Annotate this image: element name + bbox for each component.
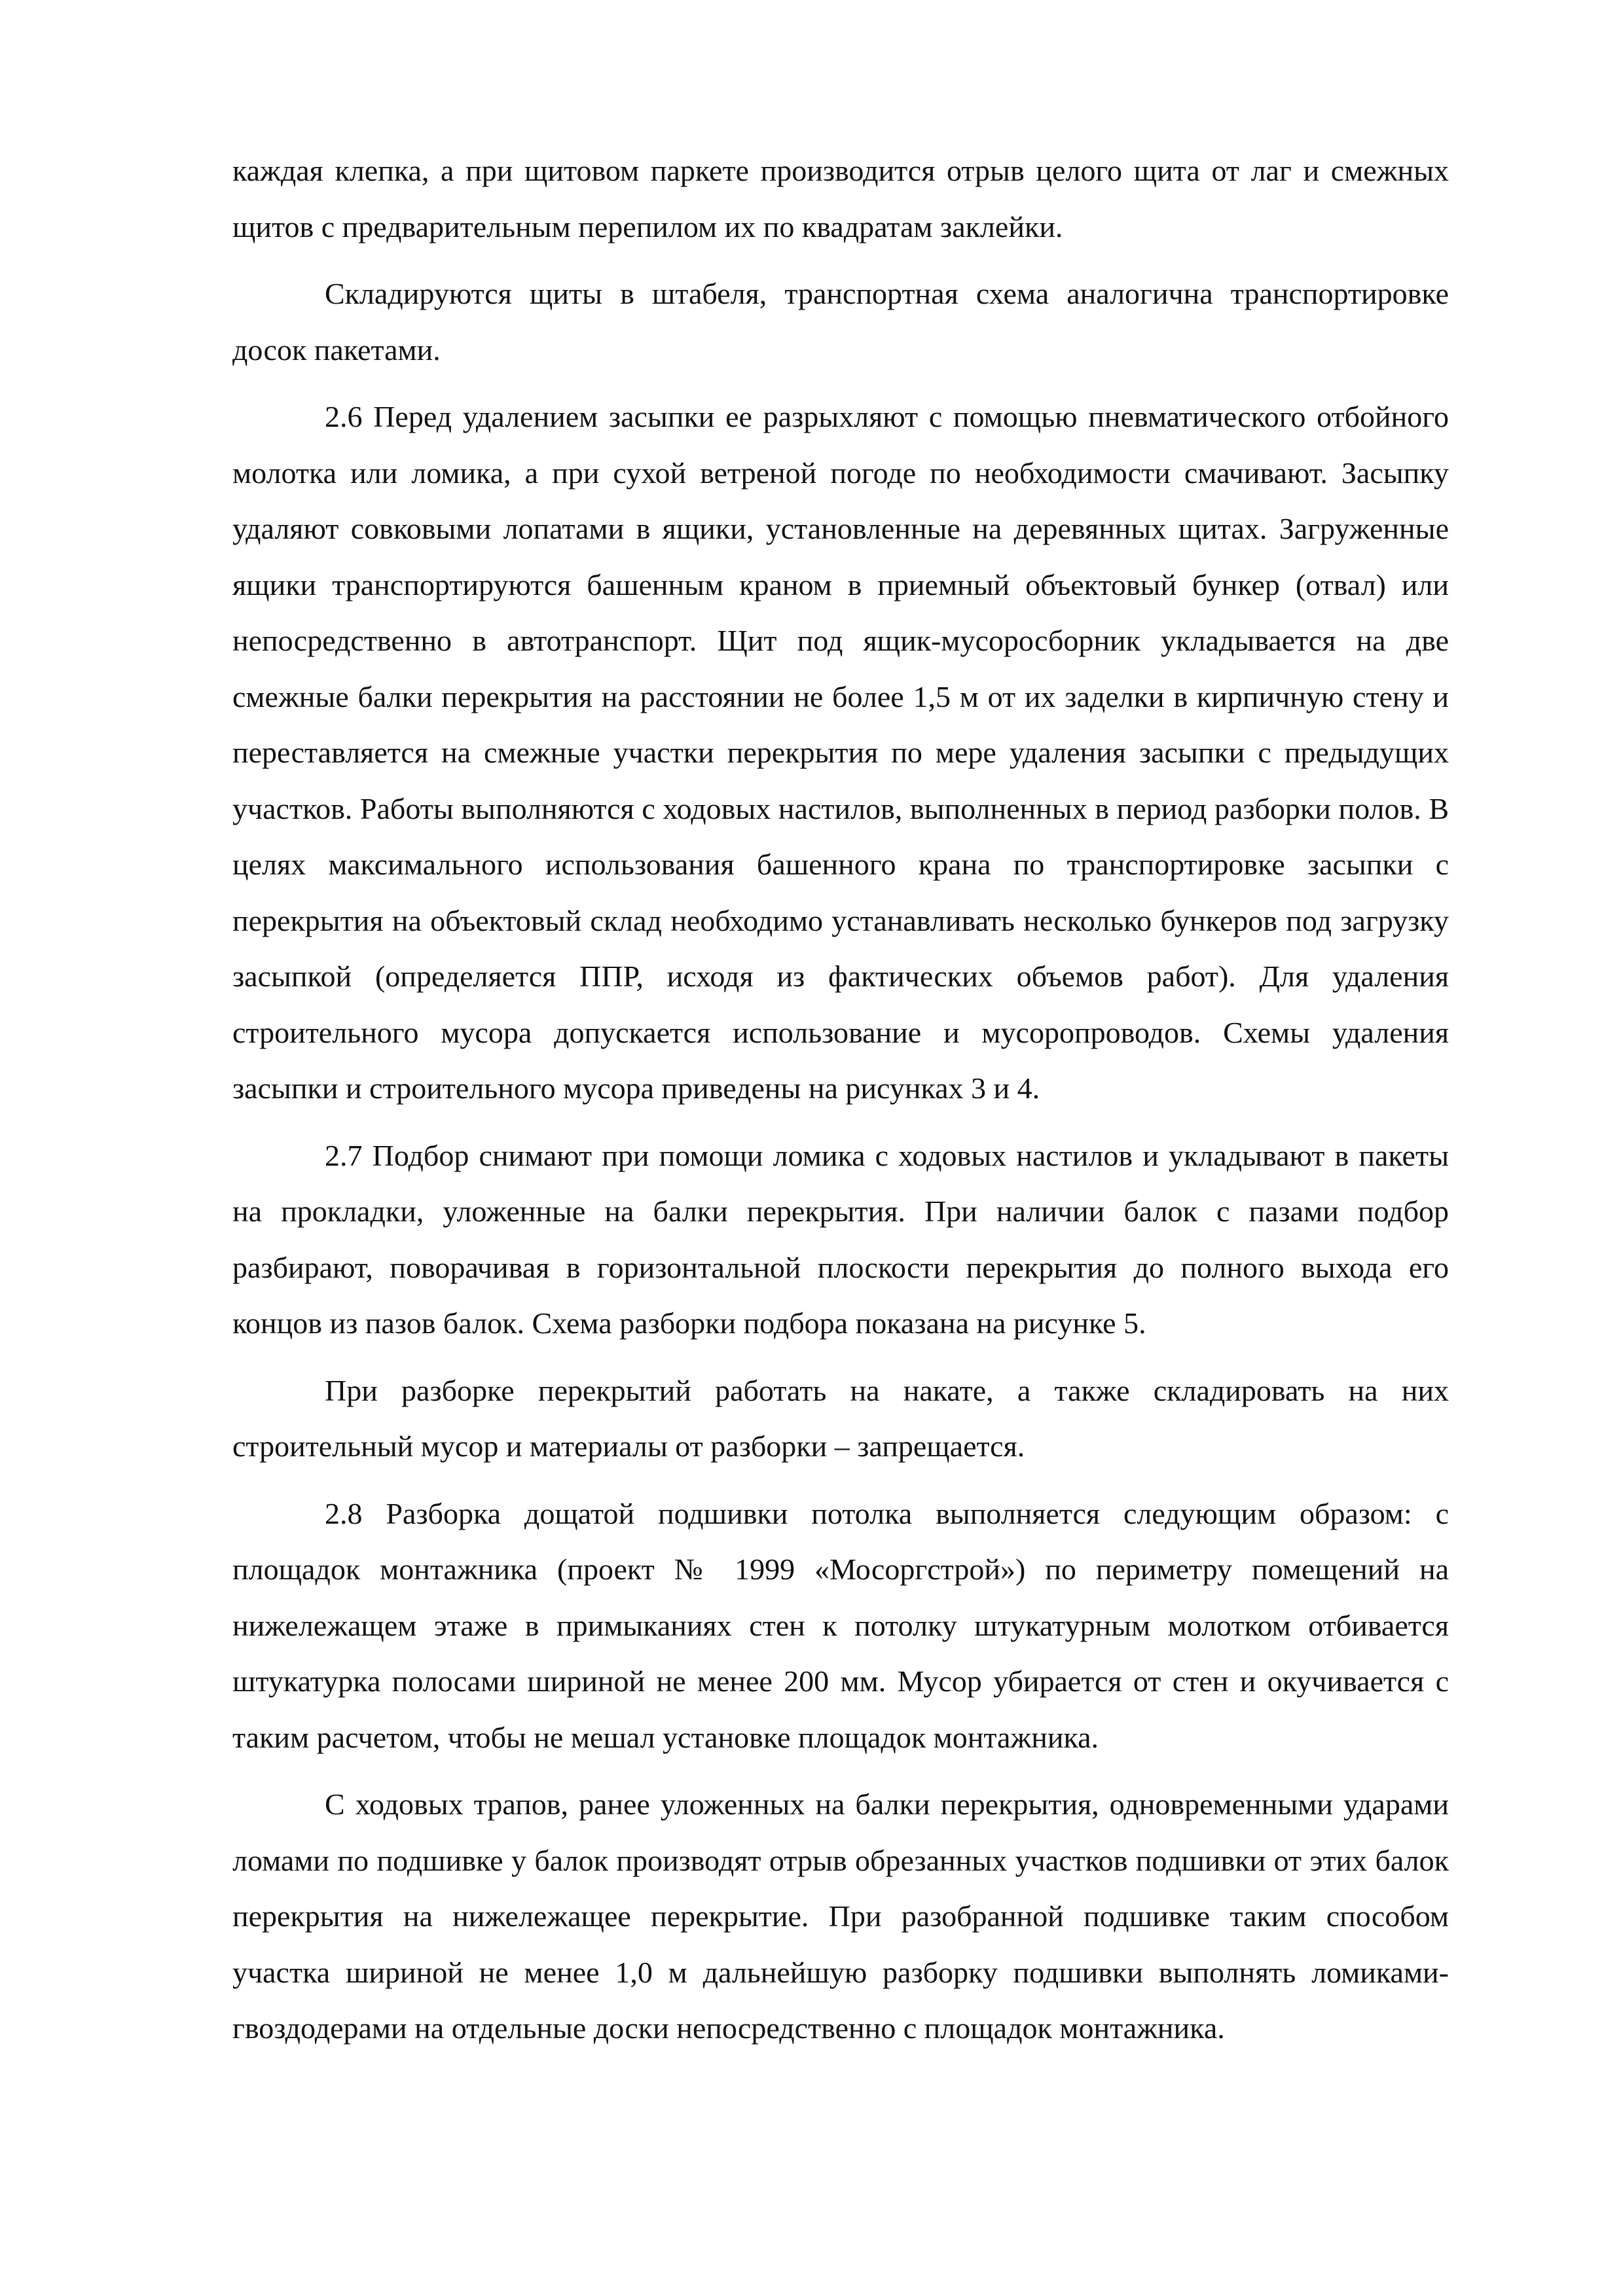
paragraph-2-6-backfill-removal: 2.6 Перед удалением засыпки ее разрыхляют с помощью пневматического отбойного молотка или ломика, а при сухой ветреной погоде по необходимости смачивают. Засыпку удаляют совковыми лопатами в ящики, установленные на деревянных щитах. Загруженные ящики транспортируются башенным краном в приемный объектовый бункер (отвал) или непосредственно в автотранспорт. Щит под ящик-мусоросборник укладывается на две смежные балки перекрытия на расстоянии не более 1,5 м от их заделки в кирпичную стену и переставляется на смежные участки перекрытия по мере удаления засыпки с предыдущих участков. Работы выполняются с ходовых настилов, выполненных в период разборки полов. В целях максимального использования башенного крана по транспортировке засыпки с перекрытия на объектовый склад необходимо устанавливать несколько бункеров под загрузку засыпкой (определяется ППР, исходя из фактических объемов работ). Для удаления строительного мусора допускается использование и мусоропроводов. Схемы удаления засыпки и строительного мусора приведены на рисунках 3 и 4.: [232, 400, 1449, 1105]
paragraph-storage: Складируются щиты в штабеля, транспортная схема аналогична транспортировке досок пакетами.: [232, 277, 1449, 367]
paragraph-2-8-ceiling-dismantling: 2.8 Разборка дощатой подшивки потолка выполняется следующим образом: с площадок монтажника (проект № 1999 «Мосоргстрой») по периметру помещений на нижележащем этаже в примыканиях стен к потолку штукатурным молотком отбивается штукатурка полосами шириной не менее 200 мм. Мусор убирается от стен и окучивается с таким расчетом, чтобы не мешал установке площадок монтажника.: [232, 1496, 1449, 1754]
paragraph-ceiling-removal-method: С ходовых трапов, ранее уложенных на балки перекрытия, одновременными ударами ломами по подшивке у балок производят отрыв обрезанных участков подшивки от этих балок перекрытия на нижележащее перекрытие. При разобранной подшивке таким способом участка шириной не менее 1,0 м дальнейшую разборку подшивки выполнять ломиками-гвоздодерами на отдельные доски непосредственно с площадок монтажника.: [232, 1787, 1449, 2045]
paragraph-continuation: каждая клепка, а при щитовом паркете производится отрыв целого щита от лаг и смежных щитов с предварительным перепилом их по квадратам заклейки.: [232, 154, 1449, 243]
paragraph-2-7-subfloor-removal: 2.7 Подбор снимают при помощи ломика с ходовых настилов и укладывают в пакеты на прокладки, уложенные на балки перекрытия. При наличии балок с пазами подбор разбирают, поворачивая в горизонтальной плоскости перекрытия до полного выхода его концов из пазов балок. Схема разборки подбора показана на рисунке 5.: [232, 1138, 1449, 1340]
paragraph-prohibition: При разборке перекрытий работать на накате, а также складировать на них строительный мусор и материалы от разборки – запрещается.: [232, 1373, 1449, 1463]
document-body: [232, 143, 1449, 2056]
